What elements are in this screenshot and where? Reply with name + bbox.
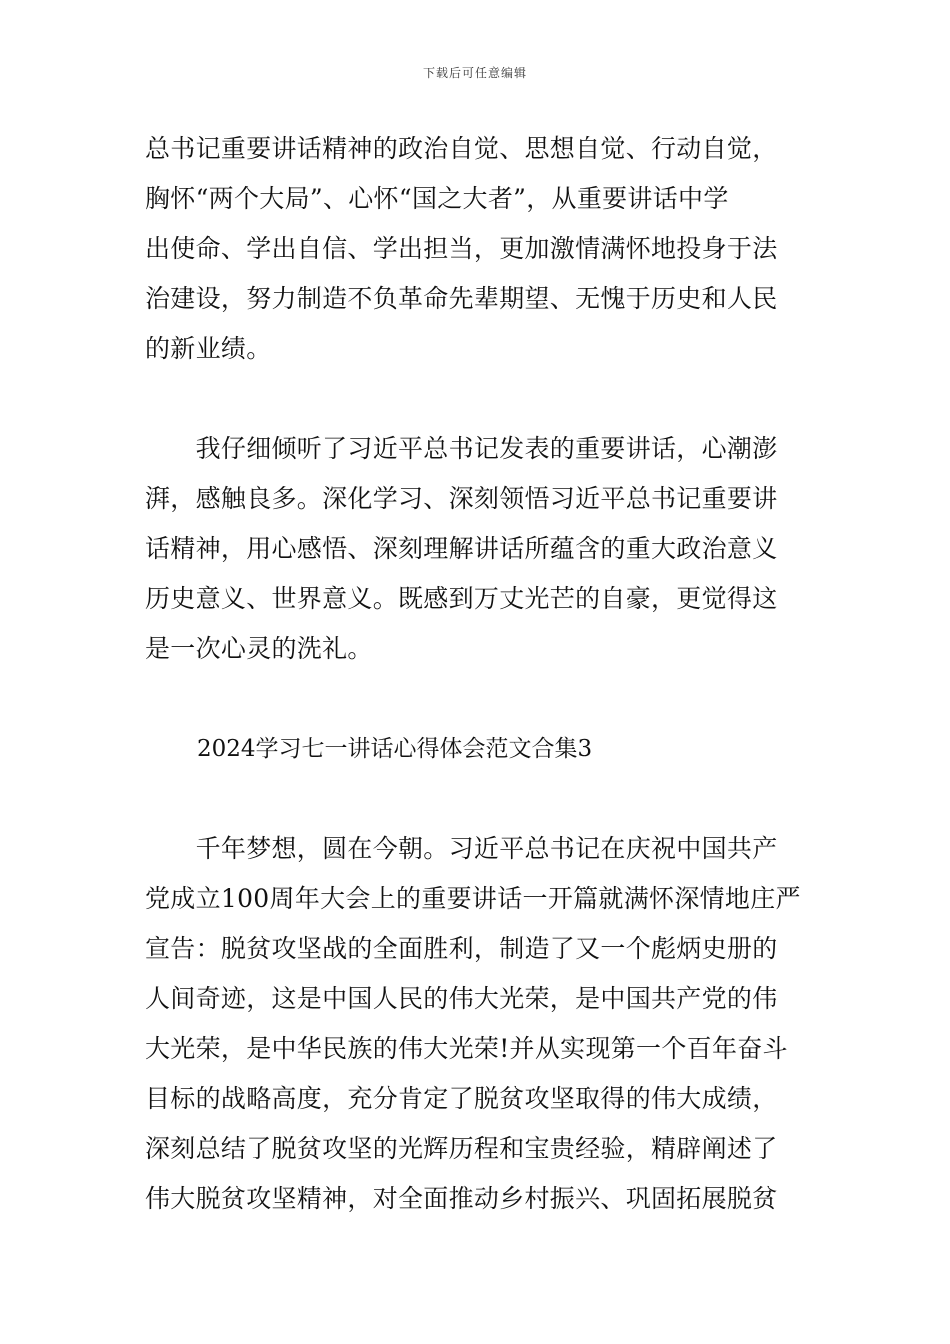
section-heading: 2024学习七一讲话心得体会范文合集3 <box>197 736 593 762</box>
text-line: 目标的战略高度，充分肯定了脱贫攻坚取得的伟大成绩， <box>145 1084 778 1113</box>
text-line: 宣告：脱贫攻坚战的全面胜利，制造了又一个彪炳史册的 <box>145 934 778 963</box>
text-line: 话精神，用心感悟、深刻理解讲话所蕴含的重大政治意义 <box>145 534 778 563</box>
text-line: 的新业绩。 <box>145 334 272 363</box>
text-line: 胸怀“两个大局”、心怀“国之大者”，从重要讲话中学 <box>145 184 729 213</box>
paragraph-spacer <box>145 774 807 824</box>
document-body <box>145 124 807 1224</box>
text-line: 出使命、学出自信、学出担当，更加激情满怀地投身于法 <box>145 234 778 263</box>
paragraph-spacer <box>145 674 807 724</box>
paragraph-1 <box>145 124 807 374</box>
page-header: 下载后可任意编辑 <box>422 66 527 80</box>
text-line: 深刻总结了脱贫攻坚的光辉历程和宝贵经验，精辟阐述了 <box>145 1134 778 1163</box>
text-line: 治建设，努力制造不负革命先辈期望、无愧于历史和人民 <box>145 284 778 313</box>
text-line: 人间奇迹，这是中国人民的伟大光荣，是中国共产党的伟 <box>145 984 778 1013</box>
text-line: 是一次心灵的洗礼。 <box>145 634 373 663</box>
text-line: 总书记重要讲话精神的政治自觉、思想自觉、行动自觉， <box>145 134 778 163</box>
text-line: 大光荣，是中华民族的伟大光荣!并从实现第一个百年奋斗 <box>145 1034 788 1063</box>
text-line: 党成立100周年大会上的重要讲话一开篇就满怀深情地庄严 <box>145 884 801 913</box>
paragraph-3 <box>145 824 807 1224</box>
paragraph-2 <box>145 424 807 674</box>
paragraph-spacer <box>145 374 807 424</box>
text-line: 湃，感触良多。深化学习、深刻领悟习近平总书记重要讲 <box>145 484 778 513</box>
text-line: 历史意义、世界意义。既感到万丈光芒的自豪，更觉得这 <box>145 584 778 613</box>
text-line: 我仔细倾听了习近平总书记发表的重要讲话，心潮澎 <box>145 434 778 463</box>
text-line: 千年梦想，圆在今朝。习近平总书记在庆祝中国共产 <box>145 834 778 863</box>
text-line: 伟大脱贫攻坚精神，对全面推动乡村振兴、巩固拓展脱贫 <box>145 1184 778 1213</box>
